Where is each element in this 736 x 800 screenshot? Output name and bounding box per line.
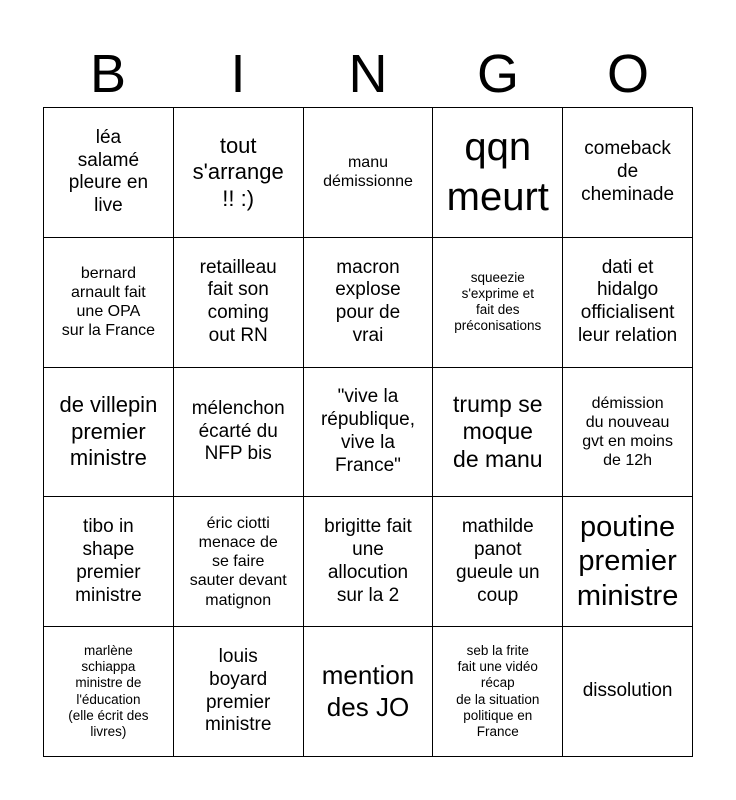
- bingo-cell[interactable]: [304, 627, 434, 757]
- bingo-cell[interactable]: [433, 108, 563, 238]
- bingo-cell[interactable]: [433, 497, 563, 627]
- bingo-cell[interactable]: [563, 497, 693, 627]
- bingo-cell[interactable]: [44, 238, 174, 368]
- bingo-cell[interactable]: [563, 627, 693, 757]
- bingo-cell[interactable]: [304, 108, 434, 238]
- bingo-cell[interactable]: [433, 368, 563, 498]
- bingo-cell[interactable]: [563, 238, 693, 368]
- bingo-cell[interactable]: [174, 368, 304, 498]
- cell-text: seb la frite fait une vidéo récap de la situation politique en France: [456, 643, 540, 739]
- bingo-cell[interactable]: [44, 497, 174, 627]
- cell-text: "vive la république, vive la France": [320, 386, 415, 476]
- cell-text: qqn meurt: [446, 125, 549, 220]
- cell-text: squeezie s'exprime et fait des préconisations: [454, 269, 542, 334]
- cell-text: tibo in shape premier ministre: [75, 516, 142, 606]
- cell-text: marlène schiappa ministre de l'éducation (elle écrit des livres): [68, 643, 149, 739]
- bingo-cell[interactable]: [174, 497, 304, 627]
- cell-text: trump se moque de manu: [453, 390, 543, 472]
- cell-text: manu démissionne: [323, 154, 413, 191]
- bingo-cell[interactable]: [174, 108, 304, 238]
- header-letter-n: N: [348, 44, 388, 104]
- bingo-cell[interactable]: [44, 368, 174, 498]
- cell-text: dati et hidalgo officialisent leur relation: [577, 256, 678, 346]
- bingo-cell[interactable]: [174, 238, 304, 368]
- cell-text: louis boyard premier ministre: [204, 646, 272, 736]
- bingo-cell[interactable]: [44, 627, 174, 757]
- bingo-cell[interactable]: [433, 238, 563, 368]
- header-letter-o: O: [606, 44, 649, 104]
- cell-text: mention des JO: [321, 660, 415, 722]
- cell-text: dissolution: [582, 680, 673, 702]
- bingo-cell[interactable]: [174, 627, 304, 757]
- cell-text: poutine premier ministre: [576, 510, 679, 613]
- bingo-cell[interactable]: [563, 108, 693, 238]
- cell-text: retailleau fait son coming out RN: [199, 256, 277, 346]
- cell-text: éric ciotti menace de se faire sauter devant matignon: [189, 514, 287, 609]
- bingo-cell[interactable]: [304, 238, 434, 368]
- cell-text: tout s'arrange !! :): [192, 132, 284, 211]
- bingo-cell[interactable]: [304, 368, 434, 498]
- cell-text: de villepin premier ministre: [59, 392, 158, 471]
- bingo-cell[interactable]: [304, 497, 434, 627]
- cell-text: brigitte fait une allocution sur la 2: [324, 516, 412, 606]
- bingo-header: [43, 40, 693, 108]
- bingo-cell[interactable]: [433, 627, 563, 757]
- bingo-cell[interactable]: [44, 108, 174, 238]
- header-letter-i: I: [230, 44, 246, 104]
- cell-text: mélenchon écarté du NFP bis: [191, 397, 285, 465]
- cell-text: mathilde panot gueule un coup: [456, 516, 540, 606]
- cell-text: comeback de cheminade: [581, 138, 675, 205]
- bingo-cell[interactable]: [563, 368, 693, 498]
- cell-text: léa salamé pleure en live: [68, 126, 149, 217]
- bingo-grid: [43, 107, 693, 757]
- cell-text: macron explose pour de vrai: [335, 256, 401, 346]
- cell-text: bernard arnault fait une OPA sur la France: [61, 264, 156, 340]
- cell-text: démission du nouveau gvt en moins de 12h: [582, 394, 673, 470]
- header-letter-b: B: [89, 44, 127, 104]
- header-letter-g: G: [476, 44, 519, 104]
